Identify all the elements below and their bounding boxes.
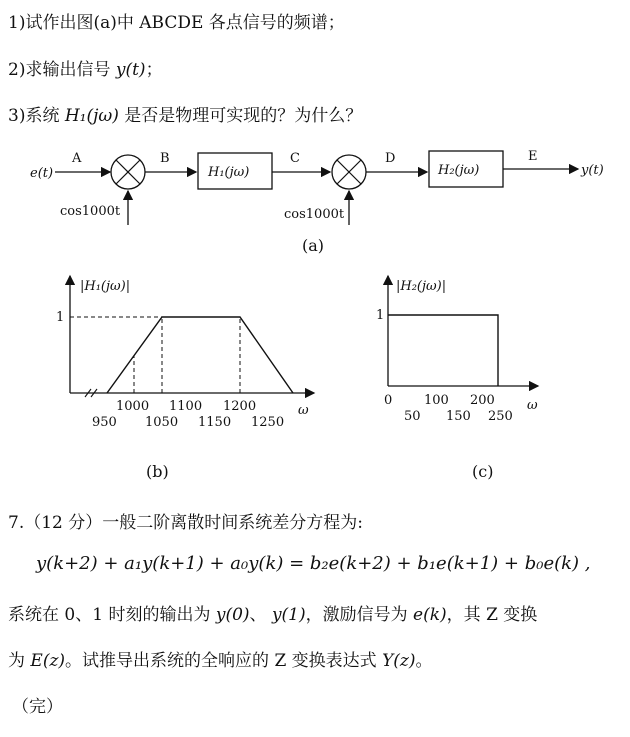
body2-text-a: 为 <box>8 651 31 671</box>
c-tick-50: 50 <box>404 409 421 424</box>
body1-var-y0: y(0) <box>215 605 250 625</box>
point-b-label: B <box>160 151 170 166</box>
body1-var-ek: e(k) <box>413 605 447 625</box>
body1-text-c: ，激励信号为 <box>305 605 414 625</box>
point-c-label: C <box>290 151 300 166</box>
point-a-label: A <box>72 151 82 166</box>
b-xlabel: ω <box>298 403 309 418</box>
body1-text-b: 、 <box>249 605 272 625</box>
c-tick-0: 0 <box>384 393 393 408</box>
b-tick-1050: 1050 <box>145 415 179 430</box>
point-d-label: D <box>385 151 396 166</box>
question-3-prefix: 3)系统 <box>8 106 65 126</box>
b-trapezoid <box>107 317 293 393</box>
input-label: e(t) <box>30 166 54 181</box>
multiplier-1 <box>111 155 145 189</box>
point-e-label: E <box>528 149 538 164</box>
question-2-suffix: ； <box>145 60 163 80</box>
c-tick-250: 250 <box>488 409 513 424</box>
b-one-label: 1 <box>56 310 65 325</box>
c-one-label: 1 <box>376 308 385 323</box>
c-tick-150: 150 <box>446 409 471 424</box>
multiplier-2 <box>332 155 366 189</box>
b-tick-1200: 1200 <box>223 399 257 414</box>
body1-var-y1: y(1) <box>271 605 306 625</box>
end-mark: （完） <box>12 697 63 717</box>
question-2-prefix: 2)求输出信号 <box>8 60 116 80</box>
question-1: 1)试作出图(a)中 ABCDE 各点信号的频谱； <box>8 13 345 33</box>
body2-var-yz: Y(z) <box>382 651 416 671</box>
problem-7-body-2 <box>8 646 433 671</box>
c-rect-response <box>388 315 498 386</box>
output-label: y(t) <box>581 163 604 178</box>
caption-b: (b) <box>146 462 169 481</box>
question-3-suffix: 是否是物理可实现的？为什么？ <box>118 106 363 126</box>
h2-magnitude-plot <box>360 268 560 488</box>
c-ylabel: |H₂(jω)| <box>396 279 447 294</box>
c-tick-100: 100 <box>424 393 449 408</box>
question-2-var: y(t) <box>115 60 146 80</box>
h1-magnitude-plot <box>0 268 330 488</box>
block-h1-label: H₁(jω) <box>208 165 250 180</box>
c-tick-200: 200 <box>470 393 495 408</box>
b-ylabel: |H₁(jω)| <box>80 279 131 294</box>
block-h2-label: H₂(jω) <box>438 163 480 178</box>
body1-text-a: 系统在 0、1 时刻的输出为 <box>8 605 216 625</box>
question-2 <box>8 55 163 80</box>
b-tick-950: 950 <box>92 415 117 430</box>
carrier-1-label: cos1000t <box>60 204 121 219</box>
b-tick-1250: 1250 <box>251 415 285 430</box>
caption-a: (a) <box>302 236 325 255</box>
b-tick-1100: 1100 <box>169 399 203 414</box>
problem-7-body-1 <box>8 600 537 625</box>
problem-7-heading: 7.（12 分）一般二阶离散时间系统差分方程为: <box>8 513 363 533</box>
difference-equation: y(k+2) + a₁y(k+1) + a₀y(k) = b₂e(k+2) + b₁e(k+1) + b₀e(k) , <box>36 553 591 574</box>
c-xlabel: ω <box>527 398 538 413</box>
caption-c: (c) <box>472 462 494 481</box>
block-diagram-a <box>0 135 630 260</box>
body2-text-b: 。试推导出系统的全响应的 Z 变换表达式 <box>65 651 383 671</box>
b-tick-1150: 1150 <box>198 415 232 430</box>
question-3 <box>8 101 362 126</box>
body2-text-c: 。 <box>415 651 433 671</box>
body1-text-d: ，其 Z 变换 <box>446 605 538 625</box>
question-3-var: H₁(jω) <box>64 106 119 126</box>
b-tick-1000: 1000 <box>116 399 150 414</box>
body2-var-ez: E(z) <box>30 651 66 671</box>
carrier-2-label: cos1000t <box>284 207 345 222</box>
